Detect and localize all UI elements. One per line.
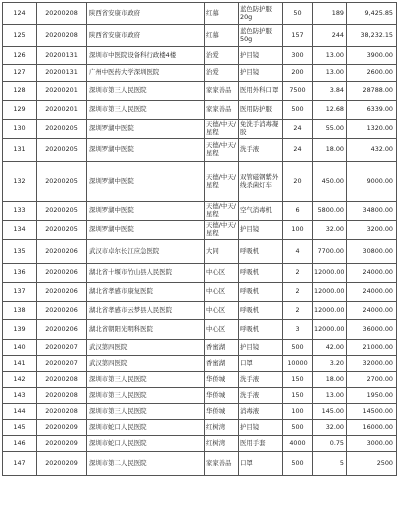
row-date-cell: 20200206 (37, 302, 87, 320)
recipient-unit-cell: 深圳市第三人民医院 (87, 388, 205, 404)
item-name-cell: 蓝色防护服 50g (239, 25, 283, 47)
donor-name-cell: 中心区 (205, 283, 239, 302)
quantity-cell: 10000 (283, 356, 313, 372)
table-row (3, 302, 397, 320)
recipient-unit-cell: 武汉市卓尔长江应急医院 (87, 240, 205, 264)
unit-price-cell: 13.00 (313, 47, 347, 65)
total-amount-cell: 38,232.15 (347, 25, 397, 47)
recipient-unit-cell: 深圳市第三人民医院 (87, 82, 205, 101)
row-date-cell: 20200205 (37, 221, 87, 240)
donor-name-cell: 天德/中天/星程 (205, 120, 239, 139)
item-name-cell: 呼吸机 (239, 240, 283, 264)
unit-price-cell: 5800.00 (313, 202, 347, 221)
item-name-cell: 护目镜 (239, 65, 283, 82)
recipient-unit-cell: 深圳罗湖中医院 (87, 139, 205, 162)
total-amount-cell: 30800.00 (347, 240, 397, 264)
donor-name-cell: 华侨城 (205, 372, 239, 388)
table-row (3, 240, 397, 264)
row-index-cell: 134 (3, 221, 37, 240)
row-index-cell: 125 (3, 25, 37, 47)
recipient-unit-cell: 深圳罗湖中医院 (87, 162, 205, 202)
item-name-cell: 口罩 (239, 452, 283, 476)
row-date-cell: 20200201 (37, 101, 87, 120)
quantity-cell: 157 (283, 25, 313, 47)
donor-name-cell: 香蜜湖 (205, 340, 239, 356)
total-amount-cell: 3200.00 (347, 221, 397, 240)
quantity-cell: 100 (283, 404, 313, 420)
table-row (3, 202, 397, 221)
row-date-cell: 20200208 (37, 25, 87, 47)
row-date-cell: 20200209 (37, 420, 87, 436)
unit-price-cell: 3.84 (313, 82, 347, 101)
donor-name-cell: 天德/中天/星程 (205, 139, 239, 162)
total-amount-cell: 2600.00 (347, 65, 397, 82)
quantity-cell: 2 (283, 302, 313, 320)
item-name-cell: 呼吸机 (239, 264, 283, 283)
row-date-cell: 20200205 (37, 162, 87, 202)
item-name-cell: 呼吸机 (239, 302, 283, 320)
item-name-cell: 护目镜 (239, 420, 283, 436)
row-index-cell: 135 (3, 240, 37, 264)
total-amount-cell: 21000.00 (347, 340, 397, 356)
row-index-cell: 146 (3, 436, 37, 452)
unit-price-cell: 12.68 (313, 101, 347, 120)
total-amount-cell: 3900.00 (347, 47, 397, 65)
total-amount-cell: 28788.00 (347, 82, 397, 101)
table-row (3, 356, 397, 372)
donor-name-cell: 香蜜湖 (205, 356, 239, 372)
recipient-unit-cell: 深圳市第三人民医院 (87, 372, 205, 388)
row-date-cell: 20200205 (37, 120, 87, 139)
unit-price-cell: 18.00 (313, 139, 347, 162)
donor-name-cell: 天德/中天/星程 (205, 202, 239, 221)
row-date-cell: 20200206 (37, 283, 87, 302)
unit-price-cell: 13.00 (313, 65, 347, 82)
total-amount-cell: 9,425.85 (347, 3, 397, 25)
recipient-unit-cell: 湖北省朝阳光明科医院 (87, 320, 205, 340)
quantity-cell: 500 (283, 420, 313, 436)
recipient-unit-cell: 深圳市第二人民医院 (87, 452, 205, 476)
donor-name-cell: 红树湾 (205, 436, 239, 452)
quantity-cell: 2 (283, 264, 313, 283)
quantity-cell: 300 (283, 47, 313, 65)
row-index-cell: 143 (3, 388, 37, 404)
row-date-cell: 20200131 (37, 47, 87, 65)
total-amount-cell: 24000.00 (347, 264, 397, 283)
table-row (3, 82, 397, 101)
table-row (3, 388, 397, 404)
table-row (3, 264, 397, 283)
recipient-unit-cell: 广州中医药大学深圳医院 (87, 65, 205, 82)
row-index-cell: 126 (3, 47, 37, 65)
row-index-cell: 139 (3, 320, 37, 340)
unit-price-cell: 450.00 (313, 162, 347, 202)
item-name-cell: 消毒液 (239, 404, 283, 420)
donor-name-cell: 华侨城 (205, 388, 239, 404)
total-amount-cell: 32000.00 (347, 356, 397, 372)
total-amount-cell: 6339.00 (347, 101, 397, 120)
row-date-cell: 20200205 (37, 202, 87, 221)
row-date-cell: 20200201 (37, 82, 87, 101)
row-index-cell: 130 (3, 120, 37, 139)
row-date-cell: 20200209 (37, 452, 87, 476)
table-row (3, 25, 397, 47)
row-index-cell: 147 (3, 452, 37, 476)
item-name-cell: 医用防护服 (239, 101, 283, 120)
table-row (3, 372, 397, 388)
total-amount-cell: 1950.00 (347, 388, 397, 404)
row-date-cell: 20200131 (37, 65, 87, 82)
quantity-cell: 500 (283, 452, 313, 476)
quantity-cell: 100 (283, 221, 313, 240)
total-amount-cell: 2700.00 (347, 372, 397, 388)
row-index-cell: 142 (3, 372, 37, 388)
recipient-unit-cell: 深圳罗湖中医院 (87, 202, 205, 221)
total-amount-cell: 34800.00 (347, 202, 397, 221)
recipient-unit-cell: 深圳罗湖中医院 (87, 120, 205, 139)
total-amount-cell: 2500 (347, 452, 397, 476)
table-row (3, 320, 397, 340)
table-row (3, 101, 397, 120)
recipient-unit-cell: 深圳市中医院设备科行政楼4楼 (87, 47, 205, 65)
item-name-cell: 洗手液 (239, 139, 283, 162)
row-index-cell: 138 (3, 302, 37, 320)
unit-price-cell: 7700.00 (313, 240, 347, 264)
table-row (3, 3, 397, 25)
total-amount-cell: 14500.00 (347, 404, 397, 420)
row-date-cell: 20200209 (37, 436, 87, 452)
unit-price-cell: 12000.00 (313, 264, 347, 283)
row-index-cell: 145 (3, 420, 37, 436)
row-index-cell: 136 (3, 264, 37, 283)
recipient-unit-cell: 陕西省安康市政府 (87, 25, 205, 47)
recipient-unit-cell: 陕西省安康市政府 (87, 3, 205, 25)
total-amount-cell: 432.00 (347, 139, 397, 162)
item-name-cell: 免洗手消毒凝胶 (239, 120, 283, 139)
item-name-cell: 洗手液 (239, 372, 283, 388)
donor-name-cell: 大同 (205, 240, 239, 264)
item-name-cell: 医用外科口罩 (239, 82, 283, 101)
row-index-cell: 140 (3, 340, 37, 356)
unit-price-cell: 145.00 (313, 404, 347, 420)
unit-price-cell: 42.00 (313, 340, 347, 356)
quantity-cell: 6 (283, 202, 313, 221)
item-name-cell: 呼吸机 (239, 320, 283, 340)
total-amount-cell: 3000.00 (347, 436, 397, 452)
table-row (3, 420, 397, 436)
total-amount-cell: 1320.00 (347, 120, 397, 139)
donor-name-cell: 中心区 (205, 320, 239, 340)
row-date-cell: 20200208 (37, 388, 87, 404)
donor-name-cell: 天德/中天/星程 (205, 162, 239, 202)
item-name-cell: 空气消毒机 (239, 202, 283, 221)
quantity-cell: 20 (283, 162, 313, 202)
table-row (3, 221, 397, 240)
donor-name-cell: 红慕 (205, 3, 239, 25)
donor-name-cell: 中心区 (205, 264, 239, 283)
quantity-cell: 24 (283, 139, 313, 162)
row-index-cell: 144 (3, 404, 37, 420)
quantity-cell: 2 (283, 283, 313, 302)
quantity-cell: 50 (283, 3, 313, 25)
item-name-cell: 护目镜 (239, 340, 283, 356)
recipient-unit-cell: 深圳市蛇口人民医院 (87, 420, 205, 436)
table-row (3, 120, 397, 139)
quantity-cell: 500 (283, 101, 313, 120)
recipient-unit-cell: 湖北省孝感市康复医院 (87, 283, 205, 302)
item-name-cell: 医用手套 (239, 436, 283, 452)
row-index-cell: 124 (3, 3, 37, 25)
table-row (3, 452, 397, 476)
quantity-cell: 24 (283, 120, 313, 139)
table-row (3, 283, 397, 302)
item-name-cell: 双管磁钢紫外线杀菌灯车 (239, 162, 283, 202)
donor-name-cell: 红慕 (205, 25, 239, 47)
table-row (3, 47, 397, 65)
donor-name-cell: 天德/中天/星程 (205, 221, 239, 240)
donation-table (2, 2, 397, 476)
total-amount-cell: 24000.00 (347, 283, 397, 302)
quantity-cell: 150 (283, 388, 313, 404)
row-date-cell: 20200207 (37, 340, 87, 356)
item-name-cell: 护目镜 (239, 221, 283, 240)
table-row (3, 65, 397, 82)
item-name-cell: 护目镜 (239, 47, 283, 65)
unit-price-cell: 0.75 (313, 436, 347, 452)
donor-name-cell: 华侨城 (205, 404, 239, 420)
row-date-cell: 20200205 (37, 139, 87, 162)
quantity-cell: 500 (283, 340, 313, 356)
unit-price-cell: 5 (313, 452, 347, 476)
row-index-cell: 129 (3, 101, 37, 120)
unit-price-cell: 32.00 (313, 221, 347, 240)
unit-price-cell: 12000.00 (313, 283, 347, 302)
quantity-cell: 4 (283, 240, 313, 264)
recipient-unit-cell: 深圳市第三人民医院 (87, 101, 205, 120)
donor-name-cell: 家家善品 (205, 101, 239, 120)
row-index-cell: 133 (3, 202, 37, 221)
unit-price-cell: 32.00 (313, 420, 347, 436)
row-date-cell: 20200208 (37, 372, 87, 388)
item-name-cell: 洗手液 (239, 388, 283, 404)
donor-name-cell: 家家善品 (205, 452, 239, 476)
quantity-cell: 150 (283, 372, 313, 388)
table-row (3, 404, 397, 420)
row-date-cell: 20200208 (37, 3, 87, 25)
table-row (3, 162, 397, 202)
quantity-cell: 200 (283, 65, 313, 82)
row-date-cell: 20200206 (37, 320, 87, 340)
unit-price-cell: 13.00 (313, 388, 347, 404)
donor-name-cell: 家家善品 (205, 82, 239, 101)
item-name-cell: 口罩 (239, 356, 283, 372)
recipient-unit-cell: 湖北省孝感市云梦县人民医院 (87, 302, 205, 320)
item-name-cell: 蓝色防护服 20g (239, 3, 283, 25)
row-index-cell: 128 (3, 82, 37, 101)
donor-name-cell: 治爱 (205, 65, 239, 82)
unit-price-cell: 18.00 (313, 372, 347, 388)
row-date-cell: 20200206 (37, 264, 87, 283)
table-row (3, 436, 397, 452)
unit-price-cell: 12000.00 (313, 320, 347, 340)
row-index-cell: 132 (3, 162, 37, 202)
recipient-unit-cell: 武汉第四医院 (87, 340, 205, 356)
unit-price-cell: 189 (313, 3, 347, 25)
unit-price-cell: 244 (313, 25, 347, 47)
total-amount-cell: 24000.00 (347, 302, 397, 320)
recipient-unit-cell: 深圳市蛇口人民医院 (87, 436, 205, 452)
total-amount-cell: 9000.00 (347, 162, 397, 202)
recipient-unit-cell: 深圳市第三人民医院 (87, 404, 205, 420)
quantity-cell: 3 (283, 320, 313, 340)
unit-price-cell: 55.00 (313, 120, 347, 139)
total-amount-cell: 16000.00 (347, 420, 397, 436)
unit-price-cell: 12000.00 (313, 302, 347, 320)
recipient-unit-cell: 湖北省十堰市竹山县人民医院 (87, 264, 205, 283)
total-amount-cell: 36000.00 (347, 320, 397, 340)
row-index-cell: 137 (3, 283, 37, 302)
row-date-cell: 20200206 (37, 240, 87, 264)
donor-name-cell: 治爱 (205, 47, 239, 65)
donor-name-cell: 红树湾 (205, 420, 239, 436)
table-row (3, 340, 397, 356)
row-index-cell: 141 (3, 356, 37, 372)
unit-price-cell: 3.20 (313, 356, 347, 372)
row-index-cell: 127 (3, 65, 37, 82)
row-date-cell: 20200208 (37, 404, 87, 420)
row-index-cell: 131 (3, 139, 37, 162)
table-row (3, 139, 397, 162)
quantity-cell: 7500 (283, 82, 313, 101)
donor-name-cell: 中心区 (205, 302, 239, 320)
recipient-unit-cell: 深圳罗湖中医院 (87, 221, 205, 240)
row-date-cell: 20200207 (37, 356, 87, 372)
recipient-unit-cell: 武汉第四医院 (87, 356, 205, 372)
item-name-cell: 呼吸机 (239, 283, 283, 302)
quantity-cell: 4000 (283, 436, 313, 452)
